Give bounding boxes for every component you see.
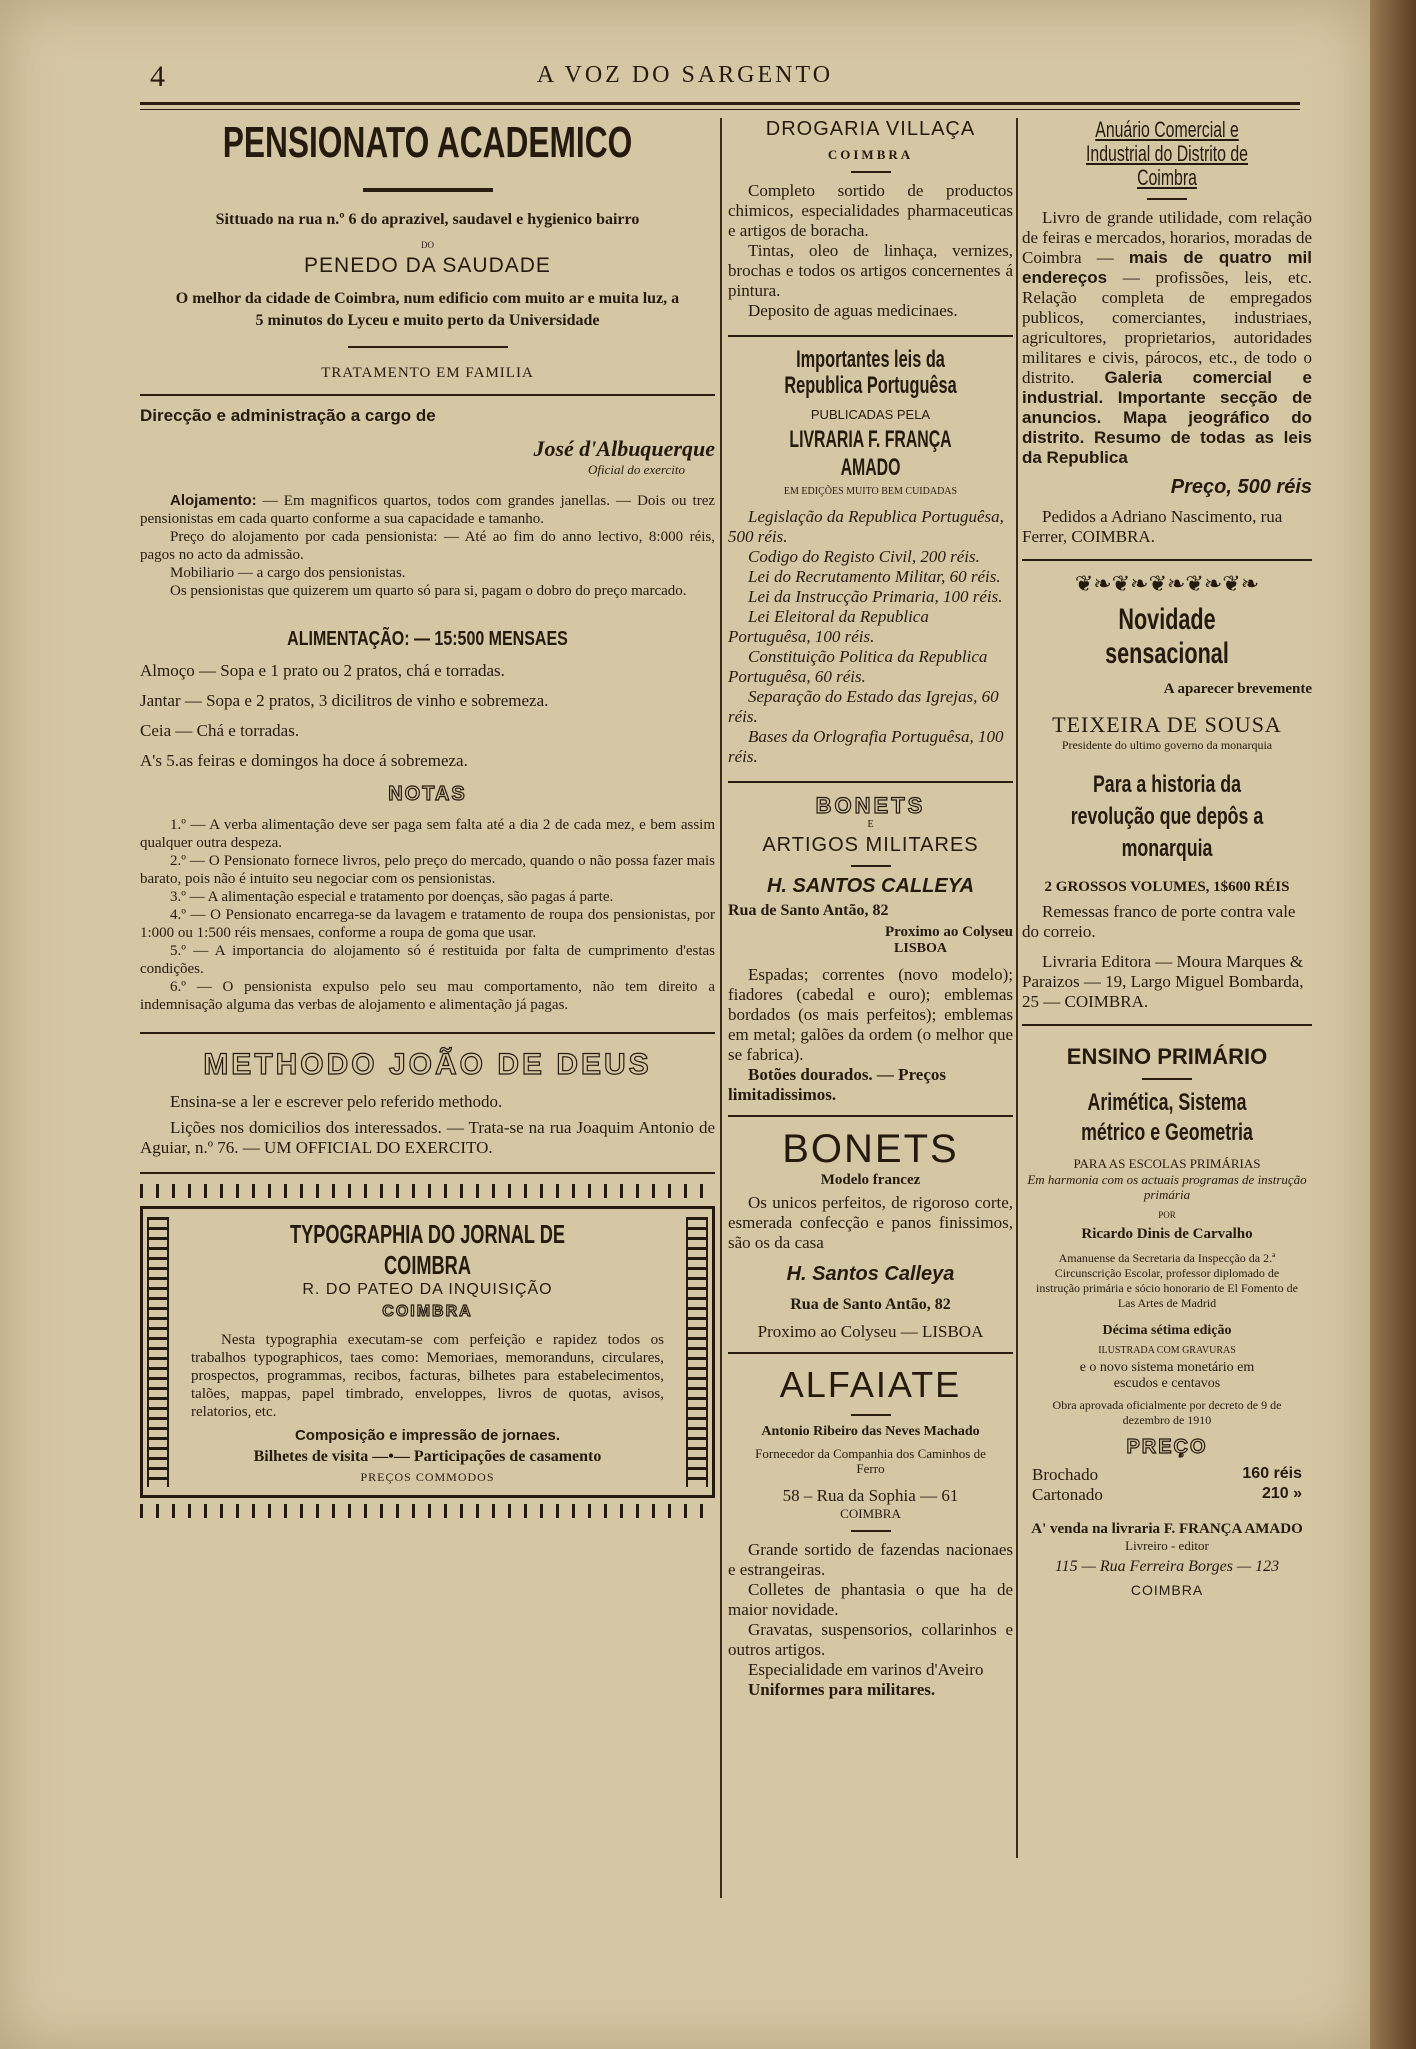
ornament-chain — [140, 1504, 715, 1518]
lei-item: Lei Eleitoral da Republica Portuguêsa, 100 réis. — [728, 607, 929, 646]
ensino-book: Arimética, Sistema métrico e Geometria — [1081, 1089, 1253, 1146]
page-number: 4 — [150, 60, 165, 93]
alfaiate-supplier: Fornecedor da Companhia dos Caminhos de Ferro — [755, 1446, 986, 1476]
price-value: 160 réis — [1242, 1465, 1302, 1482]
bonets1-near: Proximo ao Colyseu — [884, 924, 1013, 940]
alfaiate-address: 58 – Rua da Sophia — 61 — [782, 1486, 959, 1505]
alfaiate-text3: Gravatas, suspensorios, collarinhos e outros artigos. — [728, 1620, 1013, 1659]
nota-item: 1.º — A verba alimentação deve ser paga sem falta até a dia 2 de cada mez, e bem assim qualquer outra despeza. — [140, 817, 715, 851]
ensino-editor: Livreiro - editor — [1125, 1538, 1209, 1553]
alfaiate-name: Antonio Ribeiro das Neves Machado — [761, 1424, 980, 1439]
ornament-scroll: ❦❧❦❧❦❧❦❧❦❧ — [1074, 571, 1260, 596]
nota-item: 6.º — O pensionista expulso pelo seu mau comportamento, não tem direito a indemnisação alguma das verbas de alojamento e alimentação já pagas. — [140, 979, 715, 1013]
ensino-address: 115 — Rua Ferreira Borges — 123 — [1054, 1558, 1280, 1575]
direccao: Direcção e administração a cargo de — [140, 406, 436, 425]
novidade-livraria: Livraria Editora — Moura Marques & Paraizos — 19, Largo Miguel Bombarda, 25 — COIMBRA. — [1022, 952, 1304, 1011]
anuario-text: Livro de grande utilidade, com relação de feiras e mercados, horarios, moradas de Coimbra — — [1022, 208, 1312, 267]
alojamento-label: Alojamento: — [170, 492, 257, 509]
newspaper-title: A VOZ DO SARGENTO — [536, 62, 834, 88]
lei-item: Legislação da Republica Portuguêsa, 500 réis. — [728, 507, 1004, 546]
meal-item: Ceia — Chá e torradas. — [140, 721, 300, 740]
novidade-aparecer: A aparecer brevemente — [1163, 681, 1312, 697]
drogaria-text3: Deposito de aguas medicinaes. — [748, 301, 958, 320]
nota-item: 2.º — O Pensionato fornece livros, pelo preço do mercado, quando o não possa fazer mais barato, pois não é intuito seu negociar com os pensionistas. — [140, 853, 715, 887]
preco-alojamento: Preço do alojamento por cada pensionista: — Até ao fim do anno lectivo, 8:000 réis, pagos no acto da admissão. — [140, 529, 715, 563]
typographia-text: Nesta typographia executam-se com perfeição e rapidez todos os trabalhos typographicos, taes como: Memoriaes, memoranduns, circulares, prospectos, programmas, recibos, facturas, bilhetes para estabelecimentos, talões, mappas, papel timbrado, enveloppes, livros de quotas, avisos, relatorios, etc. — [191, 1332, 664, 1420]
lei-item: Separação do Estado das Igrejas, 60 réis. — [728, 687, 999, 726]
leis-list — [728, 507, 1013, 767]
ensino-harmonia: Em harmonia com os actuais programas de instrução primária — [1027, 1172, 1307, 1202]
ornament-rule — [363, 188, 493, 192]
notas-title: NOTAS — [388, 783, 467, 805]
anuario-pedidos: Pedidos a Adriano Nascimento, rua Ferrer, COIMBRA. — [1022, 507, 1283, 546]
ensino-sistema: e o novo sistema monetário em escudos e centavos — [1079, 1360, 1255, 1391]
alfaiate-city: COIMBRA — [840, 1506, 901, 1521]
bonets2-text: Os unicos perfeitos, de rigoroso corte, esmerada confecção e panos finissimos, são os da casa — [728, 1193, 1013, 1252]
drogaria-title: DROGARIA VILLAÇA — [765, 118, 976, 140]
typographia-city: COIMBRA — [382, 1303, 473, 1320]
pensionato-do: DO — [421, 240, 434, 250]
novidade-author-role: Presidente do ultimo governo da monarquia — [1061, 738, 1273, 752]
bonets1-e: E — [867, 819, 874, 830]
price-row — [1032, 1485, 1302, 1505]
alojamento-text: — Em magnificos quartos, todos com grandes janellas. — Dois ou trez pensionistas em cada quarto conforme a sua capacidade e tamanho. — [140, 493, 716, 527]
anuario-bold2: Galeria comercial e industrial. Importante secção de anuncios. Mapa jeográfico do distrito. Resumo de todas as leis da Republica — [1022, 368, 1312, 467]
typographia-ad — [140, 1206, 715, 1498]
anuario-title: Anuário Comercial e Industrial do Distrito de Coimbra — [1086, 117, 1248, 190]
column-1 — [140, 118, 715, 1524]
bonets2-firm: H. Santos Calleya — [786, 1263, 955, 1285]
lei-item: Codigo do Registo Civil, 200 réis. — [748, 547, 980, 566]
drogaria-text2: Tintas, oleo de linhaça, vernizes, brochas e todos os artigos concernentes á pintura. — [728, 241, 1013, 300]
methodo-title: METHODO JOÃO DE DEUS — [203, 1048, 652, 1081]
pensionato-title: PENSIONATO ACADEMICO — [222, 118, 633, 167]
page-edge — [1370, 0, 1416, 2049]
column-divider — [720, 118, 722, 1898]
bonets2-street: Rua de Santo Antão, 82 — [790, 1296, 951, 1313]
ensino-author: Ricardo Dinis de Carvalho — [1081, 1226, 1253, 1242]
tratamento: TRATAMENTO EM FAMILIA — [321, 365, 534, 381]
bonets2-title: BONETS — [782, 1127, 959, 1171]
typographia-address: R. DO PATEO DA INQUISIÇÃO — [302, 1281, 553, 1298]
bonets1-botoes: Botões dourados. — Preços limitadissimos. — [728, 1065, 947, 1104]
bonets1-street: Rua de Santo Antão, 82 — [728, 902, 889, 919]
alimentacao-title: ALIMENTAÇÃO: — 15:500 MENSAES — [287, 628, 568, 650]
novidade-volumes: 2 GROSSOS VOLUMES, 1$600 RÉIS — [1044, 879, 1290, 895]
price-list — [1032, 1465, 1302, 1505]
price-label: Cartonado — [1032, 1485, 1103, 1504]
quarto-so: Os pensionistas que quizerem um quarto só para si, pagam o dobro do preço marcado. — [170, 583, 687, 599]
column-divider — [1016, 118, 1018, 1858]
nota-item: 5.º — A importancia do alojamento só é restituida por falta de cumprimento d'estas condições. — [140, 943, 715, 977]
ensino-venda: A' venda na livraria F. FRANÇA AMADO — [1031, 1521, 1303, 1537]
bonets2-near: Proximo ao Colyseu — LISBOA — [757, 1322, 984, 1341]
price-label: Brochado — [1032, 1465, 1099, 1484]
ornament-border — [147, 1217, 169, 1487]
pensionato-bairro: PENEDO DA SAUDADE — [304, 254, 551, 277]
alfaiate-text2: Colletes de phantasia o que ha de maior novidade. — [728, 1580, 1013, 1619]
alfaiate-uniformes: Uniformes para militares. — [748, 1680, 936, 1699]
ornament-rule — [348, 346, 508, 348]
pensionato-location: Sittuado na rua n.º 6 do aprazivel, saudavel e hygienico bairro — [215, 211, 640, 228]
ensino-city: COIMBRA — [1130, 1582, 1204, 1598]
lei-item: Bases da Orlografia Portuguêsa, 100 réis. — [728, 727, 1004, 766]
price-value: 210 » — [1261, 1485, 1302, 1502]
novidade-book: Para a historia da revolução que depôs a monarquia — [1070, 771, 1264, 862]
meal-item: Almoço — Sopa e 1 prato ou 2 pratos, chá e torradas. — [140, 661, 505, 680]
notas-list — [140, 816, 715, 1014]
ensino-preco-title: PREÇO — [1126, 1436, 1208, 1458]
leis-edicoes: EM EDIÇÕES MUITO BEM CUIDADAS — [783, 486, 958, 497]
methodo-line2: Lições nos domicilios dos interessados. — Trata-se na rua Joaquim Antonio de Aguiar, n.º 76. — UM OFFICIAL DO EXERCITO. — [140, 1118, 715, 1157]
drogaria-text1: Completo sortido de productos chimicos, especialidades pharmaceuticas e artigos de boracha. — [728, 181, 1013, 240]
director-name: José d'Albuquerque — [533, 436, 715, 461]
novidade-title: Novidade sensacional — [1105, 603, 1229, 670]
bonets1-title: BONETS — [815, 793, 926, 818]
alfaiate-text1: Grande sortido de fazendas nacionaes e estrangeiras. — [728, 1540, 1013, 1579]
column-3 — [1022, 118, 1312, 1598]
director-role: Oficial do exercito — [588, 462, 685, 477]
mobiliario: Mobiliario — a cargo dos pensionistas. — [170, 565, 406, 581]
ornament-border — [686, 1217, 708, 1487]
ensino-ilustrada: ILUSTRADA COM GRAVURAS — [1098, 1345, 1236, 1356]
pensionato-desc: O melhor da cidade de Coimbra, num edificio com muito ar e muita luz, a 5 minutos do Lyceu e muito perto da Universidade — [175, 290, 680, 329]
page-header — [0, 60, 1370, 100]
ensino-author-desc: Amanuense da Secretaria da Inspecção da 2.ª Circunscrição Escolar, professor diplomado de instrução primária e sócio honorario de El Fomento de Las Artes de Madrid — [1036, 1251, 1298, 1310]
methodo-line1: Ensina-se a ler e escrever pelo referido methodo. — [170, 1092, 503, 1111]
leis-title: Importantes leis da Republica Portuguêsa — [784, 346, 957, 399]
column-2 — [728, 118, 1013, 1700]
bonets1-subtitle: ARTIGOS MILITARES — [762, 834, 979, 856]
ensino-aprovada: Obra aprovada oficialmente por decreto de 9 de dezembro de 1910 — [1052, 1398, 1282, 1427]
alojamento — [140, 492, 715, 528]
anuario-price: Preço, 500 réis — [1170, 476, 1312, 498]
lei-item: Lei da Instrucção Primaria, 100 réis. — [748, 587, 1003, 606]
ornament-chain — [140, 1184, 715, 1198]
price-row — [1032, 1465, 1302, 1485]
typographia-precos: PREÇOS COMMODOS — [360, 1470, 495, 1484]
bonets1-text: Espadas; correntes (novo modelo); fiadores (cabedal e ouro); emblemas bordados (os mais perfeitos); emblemas em metal; galões da ordem (o melhor que se fabrica). — [728, 965, 1013, 1064]
header-rule — [140, 102, 1300, 110]
typographia-title: TYPOGRAPHIA DO JORNAL DE COIMBRA — [289, 1219, 566, 1280]
lei-item: Lei do Recrutamento Militar, 60 réis. — [748, 567, 1001, 586]
bonets2-model: Modelo francez — [820, 1172, 921, 1188]
anuario-bold: mais de quatro mil endereços — [1022, 248, 1313, 287]
nota-item: 4.º — O Pensionato encarrega-se da lavagem e tratamento de roupa dos pensionistas, por 1:000 ou 1:500 réis mensaes, conforme a roupa de goma que usar. — [140, 907, 715, 941]
bonets1-city: LISBOA — [894, 941, 947, 956]
nota-item: 3.º — A alimentação especial e tratamento por doenças, são pagas á parte. — [170, 889, 614, 905]
anuario-text2: — profissões, leis, etc. Relação completa de empregados publicos, comerciantes, industriaes, agricultores, proprietarios, autoridades militares e civis, párocos, etc., de todo o distrito. — [1022, 268, 1313, 387]
typographia-composicao: Composição e impressão de jornaes. — [294, 1427, 561, 1444]
ensino-edition: Décima sétima edição — [1102, 1323, 1232, 1338]
alfaiate-text4: Especialidade em varinos d'Aveiro — [748, 1660, 984, 1679]
ensino-por: POR — [1158, 1210, 1176, 1220]
meal-item: A's 5.as feiras e domingos ha doce á sobremeza. — [140, 751, 468, 770]
bonets1-firm: H. SANTOS CALLEYA — [766, 875, 975, 897]
meals-list — [140, 661, 715, 771]
alfaiate-title: ALFAIATE — [779, 1364, 962, 1405]
lei-item: Constituição Politica da Republica Portuguêsa, 60 réis. — [728, 647, 988, 686]
typographia-bilhetes: Bilhetes de visita —•— Participações de casamento — [253, 1448, 602, 1465]
leis-publicadas: PUBLICADAS PELA — [810, 407, 931, 422]
meal-item: Jantar — Sopa e 2 pratos, 3 dicilitros de vinho e sobremeza. — [140, 691, 549, 710]
novidade-remessas: Remessas franco de porte contra vale do correio. — [1022, 902, 1296, 941]
ensino-para: PARA AS ESCOLAS PRIMÁRIAS — [1073, 1156, 1261, 1171]
leis-livraria: LIVRARIA F. FRANÇA AMADO — [789, 426, 952, 481]
novidade-author: TEIXEIRA DE SOUSA — [1052, 712, 1282, 737]
ensino-title: ENSINO PRIMÁRIO — [1066, 1044, 1268, 1069]
drogaria-city: COIMBRA — [827, 147, 914, 162]
